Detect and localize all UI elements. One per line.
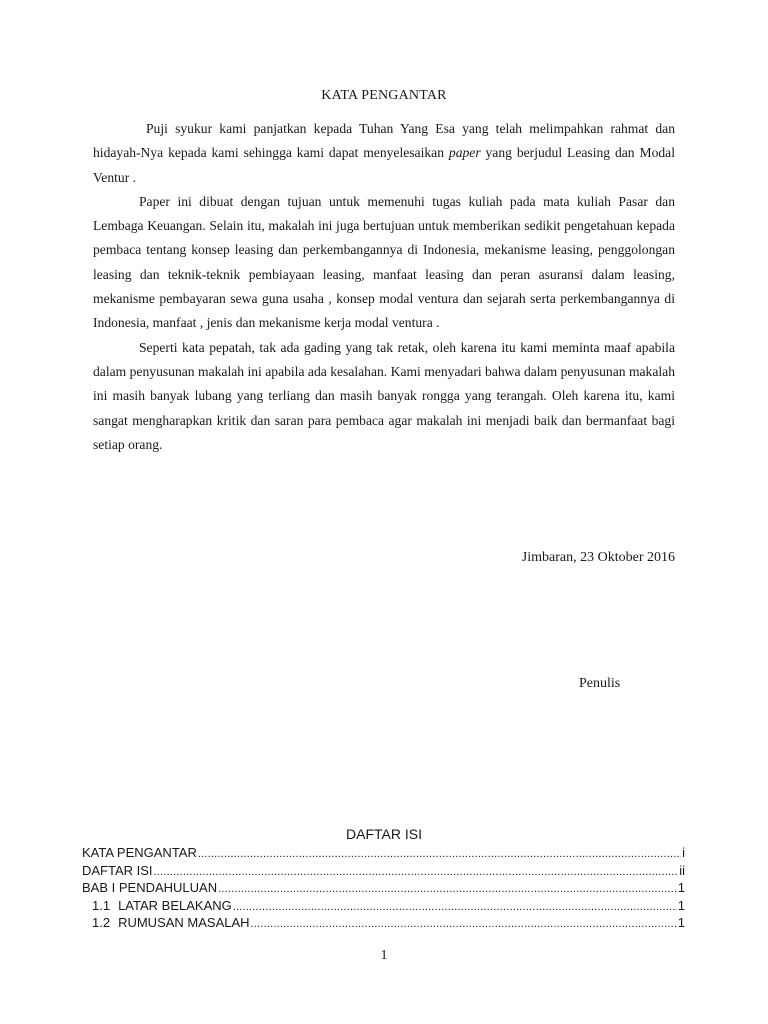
preface-p1-italic: paper bbox=[448, 145, 481, 161]
toc-entry-label: RUMUSAN MASALAH bbox=[118, 915, 250, 930]
toc-entry-page: ii bbox=[679, 862, 685, 878]
preface-paragraph-1 bbox=[93, 117, 675, 190]
toc-leader-dots bbox=[251, 915, 677, 930]
toc-entry-number: 1.2 bbox=[92, 915, 111, 930]
preface-paragraph-3: Seperti kata pepatah, tak ada gading yang tak retak, oleh karena itu kami meminta maaf apabila dalam penyusunan makalah ini apabila ada kesalahan. Kami menyadari bahwa dalam penyusunan makalah ini masih banyak lubang yang terliang dan masih banyak rongga yang terangah. Oleh karena itu, kami sangat mengharapkan kritik dan saran para pembaca agar makalah ini menjadi baik dan bermanfaat bagi setiap orang. bbox=[93, 339, 675, 452]
preface-body bbox=[93, 117, 675, 457]
toc-entry-number: 1.1 bbox=[92, 897, 111, 913]
toc-entry-page: i bbox=[682, 845, 685, 860]
place-date: Jimbaran, 23 Oktober 2016 bbox=[521, 550, 675, 565]
toc-entry-label: BAB I PENDAHULUAN bbox=[82, 880, 218, 895]
preface-p1-text-a: Puji syukur kami panjatkan kepada Tuhan Yang Esa yang telah melimpahkan rahmat dan hidayah-Nya kepada kami sehingga kami dapat menyelesaikan bbox=[93, 121, 675, 161]
toc-leader-dots bbox=[233, 898, 677, 913]
toc-entry-page: 1 bbox=[677, 897, 685, 913]
preface-p1-text-b: yang berjudul Leasing dan Modal Ventur . bbox=[93, 145, 675, 185]
toc-entry[interactable] bbox=[82, 845, 685, 863]
toc-leader-dots bbox=[218, 880, 677, 895]
toc-entry-page: 1 bbox=[677, 880, 685, 895]
preface-paragraph-2: Paper ini dibuat dengan tujuan untuk memenuhi tugas kuliah pada mata kuliah Pasar dan Lembaga Keuangan. Selain itu, makalah ini juga bertujuan untuk memberikan sedikit pengetahuan kepada pembaca tentang konsep leasing dan perkembangannya di Indonesia, mekanisme leasing, penggolongan leasing dan teknik-teknik pembiayaan leasing, manfaat leasing dan peran asuransi dalam leasing, mekanisme pembayaran sewa guna usaha , konsep modal ventura dan sejarah serta perkembangannya di Indonesia, manfaat , jenis dan mekanisme kerja modal ventura . bbox=[93, 193, 675, 331]
toc-entry-label: KATA PENGANTAR bbox=[82, 845, 197, 860]
toc-leader-dots bbox=[198, 845, 681, 860]
toc-entry-label: DAFTAR ISI bbox=[82, 862, 153, 878]
preface-title: KATA PENGANTAR bbox=[321, 88, 447, 103]
author-signature: Penulis bbox=[579, 676, 621, 691]
toc-entry-label: LATAR BELAKANG bbox=[118, 897, 232, 913]
table-of-contents bbox=[82, 845, 685, 933]
toc-entry[interactable] bbox=[82, 880, 685, 898]
page-number: 1 bbox=[380, 948, 388, 963]
toc-entry[interactable] bbox=[82, 915, 685, 933]
toc-title: DAFTAR ISI bbox=[346, 826, 422, 842]
toc-entry[interactable] bbox=[82, 863, 685, 881]
toc-entry-page: 1 bbox=[677, 915, 685, 930]
toc-entry[interactable] bbox=[82, 898, 685, 916]
toc-leader-dots bbox=[154, 863, 679, 878]
